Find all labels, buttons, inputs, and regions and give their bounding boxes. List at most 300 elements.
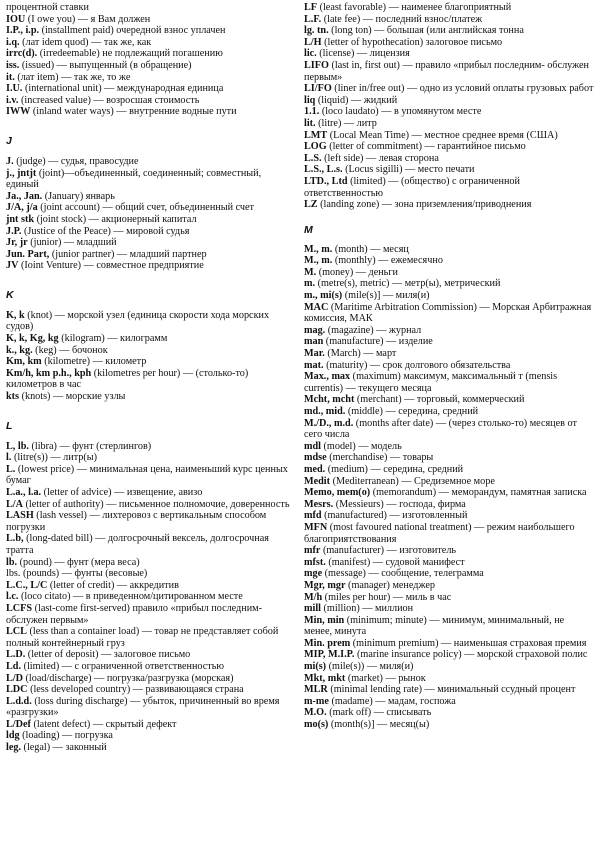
entry-abbreviation: Mesrs.	[304, 498, 334, 510]
dictionary-entry	[6, 368, 296, 391]
entry-abbreviation: L/D	[6, 672, 23, 684]
entry-abbreviation: Mgr, mgr	[304, 579, 346, 591]
entry-definition: (mile(s)] — миля(и)	[342, 290, 430, 302]
entry-abbreviation: M.	[304, 266, 317, 278]
entry-definition: (less than a container load) — товар не представляет собой полный контейнерный груз	[6, 626, 279, 649]
entry-definition: (minimum premium) — наименьшая страховая премия	[350, 637, 587, 649]
entry-definition: (inland water ways) — внутренние водные пути	[30, 106, 237, 118]
dictionary-entry	[304, 302, 594, 325]
dictionary-entry	[6, 60, 296, 72]
entry-abbreviation: L/Def	[6, 718, 31, 730]
dictionary-entry	[304, 130, 594, 142]
entry-definition: (model) — модель	[320, 440, 402, 452]
entry-definition: (Maritime Arbitration Commission) — Морская Арбитражная комиссия, МАК	[304, 301, 592, 325]
entry-definition: (litre) — литр	[315, 117, 377, 129]
entry-definition: (month(s)] — месяц(ы)	[328, 719, 430, 731]
entry-abbreviation: I.P., i.p.	[6, 25, 40, 37]
entry-definition: (litre(s)) — литр(ы)	[11, 452, 97, 464]
dictionary-entry	[6, 37, 296, 49]
entry-abbreviation: it.	[6, 71, 15, 83]
entry-abbreviation: mdl	[304, 440, 321, 452]
left-column	[6, 2, 296, 754]
entry-definition: lbs. (pounds) — фунты (весовые)	[6, 568, 148, 580]
dictionary-entry	[6, 684, 296, 696]
entry-definition: (junior partner) — младший партнер	[49, 248, 207, 260]
entry-definition: (March) — март	[324, 348, 397, 360]
entry-abbreviation: L.C., L/C	[6, 579, 48, 591]
entry-abbreviation: m-me	[304, 695, 329, 707]
dictionary-entry	[304, 464, 594, 476]
entry-definition: (madame) — мадам, госпожа	[328, 695, 456, 707]
entry-abbreviation: L.a., l.a.	[6, 487, 42, 498]
entry-abbreviation: L.S.	[304, 152, 322, 164]
dictionary-entry	[304, 199, 594, 211]
entry-definition: (least favorable) — наименее благоприятный	[317, 2, 512, 13]
dictionary-entry	[304, 499, 594, 511]
entry-abbreviation: 1.1.	[304, 106, 320, 118]
dictionary-entry	[304, 164, 594, 176]
entry-definition: (letter of deposit) — залоговое письмо	[25, 649, 191, 661]
entry-abbreviation: leg.	[6, 742, 21, 754]
entry-abbreviation: L.D.	[6, 649, 26, 661]
dictionary-entry	[6, 441, 296, 453]
entry-definition: (load/discharge) — погрузка/разгрузка (морская)	[22, 672, 234, 684]
entry-definition: (issued) — выпущенный (в обращение)	[19, 59, 192, 71]
section-letter: M	[304, 223, 313, 236]
dictionary-entry	[6, 156, 296, 168]
entry-abbreviation: l.c.	[6, 591, 19, 603]
entry-abbreviation: MIP, M.I.P.	[304, 649, 355, 661]
entry-definition: (junior) — младший	[27, 237, 117, 249]
dictionary-entry	[304, 255, 594, 267]
entry-definition: (manager) менеджер	[345, 579, 435, 591]
dictionary-entry	[6, 452, 296, 464]
entry-abbreviation: LI/FO	[304, 83, 332, 95]
entry-definition: (pound) — фунт (мера веса)	[17, 556, 140, 568]
entry-definition: (left side) — левая сторона	[321, 152, 439, 164]
dictionary-entry	[304, 719, 594, 731]
dictionary-entry	[6, 696, 296, 719]
dictionary-entry	[304, 638, 594, 650]
entry-definition: (legal) — законный	[21, 742, 107, 754]
entry-definition: (kilometres per hour) — (столько-то) километров в час	[6, 367, 249, 391]
dictionary-entry	[6, 661, 296, 673]
dictionary-entry	[304, 153, 594, 165]
entry-definition: (mile(s)) — миля(и)	[326, 661, 414, 673]
entry-definition: (knot) — морской узел (единица скорости хода морских судов)	[6, 309, 270, 333]
entry-definition: (joint)—объединенный, соединенный; совместный, единый	[6, 167, 262, 191]
entry-definition: (miles per hour) — миль в час	[322, 591, 452, 603]
entry-abbreviation: i.v.	[6, 94, 19, 106]
dictionary-entry	[304, 615, 594, 638]
dictionary-entry	[6, 580, 296, 592]
entry-abbreviation: LIFO	[304, 59, 329, 71]
entry-definition: (middle) — середина, средний	[345, 406, 479, 417]
entry-abbreviation: Max., max	[304, 371, 351, 383]
entry-definition: (license) — лицензия	[316, 48, 410, 60]
entry-definition: (manufactured) — изготовленный	[321, 510, 468, 522]
entry-abbreviation: LCL	[6, 626, 27, 638]
entry-definition: (most favoured national treatment) — режим наибольшего благоприятствования	[304, 521, 575, 545]
entry-definition: (irredeemable) не подлежащий погашению	[37, 48, 223, 60]
entry-definition: (Justice of the Peace) — мировой судья	[21, 225, 190, 237]
entry-definition: (manifest) — судовой манифест	[325, 556, 465, 568]
dictionary-entry	[304, 371, 594, 394]
entry-definition: (long ton) — большая (или английская тонна	[328, 25, 524, 37]
entry-abbreviation: lit.	[304, 117, 316, 129]
entry-definition: (kilogram) — килограмм	[58, 333, 168, 345]
dictionary-entry	[6, 310, 296, 333]
entry-definition: (letter of commitment) — гарантийное письмо	[326, 141, 526, 153]
entry-definition: (month) — месяц	[332, 243, 409, 255]
dictionary-entry	[304, 48, 594, 60]
entry-definition: (letter of hypothecation) залоговое письмо	[321, 36, 503, 48]
entry-abbreviation: med.	[304, 463, 326, 475]
section-letter: L	[6, 419, 13, 432]
entry-abbreviation: Jun. Part,	[6, 248, 50, 260]
entry-abbreviation: md., mid.	[304, 406, 346, 417]
dictionary-entry	[6, 191, 296, 203]
entry-abbreviation: lb.	[6, 556, 18, 568]
entry-definition: (January) январь	[42, 190, 115, 202]
entry-abbreviation: J.	[6, 155, 14, 167]
dictionary-entry	[304, 2, 594, 14]
entry-abbreviation: Jr, jr	[6, 237, 28, 249]
dictionary-entry	[6, 48, 296, 60]
dictionary-entry	[304, 141, 594, 153]
dictionary-entry	[6, 237, 296, 249]
entry-abbreviation: Memo, mem(o)	[304, 487, 371, 499]
entry-abbreviation: L.	[6, 463, 16, 475]
entry-abbreviation: mfd	[304, 510, 322, 522]
entry-definition: (merchandise) — товары	[326, 452, 434, 464]
dictionary-entry	[6, 730, 296, 742]
entry-definition: (international unit) — международная единица	[22, 83, 224, 95]
entry-abbreviation: mill	[304, 603, 321, 615]
dictionary-entry	[304, 106, 594, 118]
dictionary-entry	[6, 260, 296, 272]
entry-definition: (manufacture) — изделие	[323, 336, 433, 348]
entry-definition: (metre(s), metric) — метр(ы), метрический	[315, 278, 501, 290]
entry-definition: (joint account) — общий счет, объединенный счет	[37, 202, 254, 214]
entry-definition: (minimum; minute) — минимум, минимальный, не менее, минута	[304, 614, 565, 638]
dictionary-entry	[6, 345, 296, 357]
entry-abbreviation: lg. tn.	[304, 25, 329, 37]
dictionary-entry	[6, 568, 296, 580]
entry-abbreviation: LTD., Ltd	[304, 175, 348, 187]
entry-abbreviation: Km, km	[6, 356, 42, 368]
entry-definition: (Messieurs) — господа, фирма	[333, 498, 466, 510]
entry-abbreviation: mge	[304, 568, 323, 580]
entry-abbreviation: Min. prem	[304, 637, 351, 649]
dictionary-entry	[304, 278, 594, 290]
entry-definition: (loco citato) — в приведенном/цитированном месте	[18, 591, 243, 603]
entry-abbreviation: l.	[6, 452, 12, 464]
dictionary-entry	[6, 649, 296, 661]
dictionary-entry	[304, 522, 594, 545]
entry-abbreviation: m., mi(s)	[304, 290, 343, 302]
entry-definition: (loss during discharge) — убыток, причиненный во время «разгрузки»	[6, 695, 280, 719]
entry-abbreviation: mag.	[304, 324, 326, 336]
entry-definition: (letter of credit) — аккредитив	[47, 579, 179, 591]
entry-abbreviation: MFN	[304, 521, 328, 533]
dictionary-entry	[304, 176, 594, 199]
dictionary-entry	[304, 244, 594, 256]
entry-definition: (loco laudato) — в упомянутом месте	[319, 106, 482, 118]
entry-abbreviation: liq	[304, 94, 316, 106]
entry-definition: (лат item) — так же, то же	[14, 71, 131, 83]
dictionary-entry	[6, 83, 296, 95]
entry-abbreviation: M., m.	[304, 255, 333, 267]
dictionary-entry	[304, 441, 594, 453]
entry-abbreviation: JV	[6, 260, 19, 272]
dictionary-entry	[304, 580, 594, 592]
entry-abbreviation: I.U.	[6, 83, 23, 95]
entry-abbreviation: mat.	[304, 359, 324, 371]
dictionary-entry	[304, 406, 594, 418]
right-column	[304, 2, 594, 731]
entry-definition: (medium) — середина, средний	[325, 463, 464, 475]
dictionary-entry	[6, 673, 296, 685]
dictionary-entry	[6, 95, 296, 107]
dictionary-entry	[6, 14, 296, 26]
entry-definition: (market) — рынок	[345, 672, 426, 684]
entry-definition: (joint stock) — акционерный капитал	[34, 213, 197, 225]
dictionary-entry	[6, 533, 296, 556]
dictionary-entry	[6, 226, 296, 238]
dictionary-entry	[304, 661, 594, 673]
entry-definition: (memorandum) — меморандум, памятная записка	[370, 487, 587, 499]
entry-definition: (installment paid) очередной взнос уплачен	[39, 25, 226, 37]
dictionary-entry	[6, 487, 296, 499]
dictionary-entry	[6, 499, 296, 511]
dictionary-entry	[304, 696, 594, 708]
dictionary-entry	[304, 649, 594, 661]
entry-abbreviation: L.F.	[304, 13, 322, 25]
dictionary-entry	[6, 2, 296, 14]
dictionary-entry	[304, 510, 594, 522]
entry-abbreviation: IOU	[6, 13, 26, 25]
dictionary-entry	[304, 394, 594, 406]
dictionary-entry	[304, 83, 594, 95]
dictionary-entry	[6, 25, 296, 37]
entry-abbreviation: mfr	[304, 545, 321, 557]
entry-abbreviation: L/A	[6, 498, 23, 510]
entry-abbreviation: LASH	[6, 510, 34, 522]
entry-abbreviation: IWW	[6, 106, 31, 118]
entry-definition: (magazine) — журнал	[325, 324, 422, 336]
entry-abbreviation: LMT	[304, 129, 328, 141]
dictionary-entry	[304, 325, 594, 337]
dictionary-entry	[6, 603, 296, 626]
entry-definition: (months after date) — (через столько-то) месяцев от сего числа	[304, 417, 577, 441]
entry-definition: (judge) — судья, правосудие	[13, 155, 139, 167]
entry-abbreviation: jnt stk	[6, 213, 35, 225]
entry-abbreviation: M/h	[304, 591, 323, 603]
dictionary-entry	[304, 487, 594, 499]
entry-definition: процентной ставки	[6, 2, 89, 13]
dictionary-entry	[304, 348, 594, 360]
dictionary-entry	[6, 742, 296, 754]
dictionary-entry	[6, 72, 296, 84]
entry-definition: (libra) — фунт (стерлингов)	[28, 440, 152, 452]
dictionary-entry	[304, 707, 594, 719]
dictionary-entry	[304, 592, 594, 604]
dictionary-entry	[304, 673, 594, 685]
section-letter: K	[6, 288, 14, 301]
entry-abbreviation: Min, min	[304, 614, 345, 626]
entry-definition: (late fee) — последний взнос/платеж	[321, 13, 483, 25]
entry-abbreviation: LDC	[6, 684, 28, 696]
dictionary-entry	[304, 545, 594, 557]
entry-abbreviation: LOG	[304, 141, 327, 153]
entry-definition: (limited) — (общество) с ограниченной ответственностью	[304, 175, 520, 199]
dictionary-entry	[6, 510, 296, 533]
entry-abbreviation: m.	[304, 278, 316, 290]
entry-abbreviation: lic.	[304, 48, 317, 60]
entry-definition: (lowest price) — минимальная цена, наименьший курс ценных бумаг	[6, 463, 288, 487]
entry-abbreviation: Mkt, mkt	[304, 672, 346, 684]
entry-abbreviation: Mcht, mcht	[304, 394, 355, 406]
entry-abbreviation: L.b,	[6, 533, 24, 545]
entry-definition: (latent defect) — скрытый дефект	[30, 718, 177, 730]
entry-definition: (manufacturer) — изготовитель	[320, 545, 457, 557]
entry-definition: (letter of advice) — извещение, авизо	[41, 487, 203, 498]
entry-definition: (monthly) — ежемесячно	[332, 255, 443, 267]
dictionary-entry	[6, 214, 296, 226]
entry-abbreviation: J/A, j/a	[6, 202, 38, 214]
entry-abbreviation: MLR	[304, 684, 328, 696]
entry-definition: (last in, first out) — правило «прибыл последним- обслужен первым»	[304, 59, 590, 83]
entry-abbreviation: k., kg.	[6, 344, 33, 356]
entry-abbreviation: L.S., L.s.	[304, 164, 343, 176]
dictionary-entry	[304, 476, 594, 488]
entry-definition: (liner in/free out) — одно из условий оплаты грузовых работ	[331, 83, 594, 95]
dictionary-entry	[304, 452, 594, 464]
entry-abbreviation: L/H	[304, 36, 322, 48]
dictionary-entry	[304, 118, 594, 130]
entry-definition: (maturity) — срок долгового обязательства	[323, 359, 511, 371]
dictionary-entry	[6, 557, 296, 569]
entry-definition: (lash vessel) — лихтеровоз с вертикальным способом погрузки	[6, 510, 267, 533]
dictionary-entry	[304, 267, 594, 279]
entry-abbreviation: L, lb.	[6, 440, 29, 452]
entry-abbreviation: Medit	[304, 475, 331, 487]
entry-definition: (knots) — морские узлы	[19, 391, 126, 403]
entry-definition: (letter of authority) — письменное полномочие, доверенность	[22, 498, 290, 510]
entry-abbreviation: j., jntjt	[6, 167, 37, 179]
entry-abbreviation: iss.	[6, 59, 20, 71]
entry-definition: (mark off) — списывать	[326, 707, 432, 719]
entry-abbreviation: K, k	[6, 309, 25, 321]
entry-definition: (liquid) — жидкий	[315, 94, 398, 106]
entry-definition: (long-dated bill) — долгосрочный вексель, долгосрочная тратта	[6, 533, 269, 556]
dictionary-entry	[6, 106, 296, 118]
entry-abbreviation: mo(s)	[304, 719, 329, 731]
entry-definition: (last-come first-served) правило «прибыл последним-обслужен первым»	[6, 602, 262, 626]
entry-abbreviation: Ld.	[6, 660, 22, 672]
entry-definition: (landing zone) — зона приземления/приводнения	[317, 199, 532, 211]
entry-definition: (message) — сообщение, телеграмма	[322, 568, 484, 580]
dictionary-entry	[304, 60, 594, 83]
dictionary-entry	[6, 249, 296, 261]
dictionary-entry	[6, 356, 296, 368]
entry-abbreviation: MAC	[304, 301, 329, 313]
dictionary-entry	[304, 95, 594, 107]
dictionary-entry	[304, 603, 594, 615]
entry-definition: (merchant) — торговый, коммерческий	[354, 394, 525, 406]
entry-abbreviation: i.q.	[6, 36, 20, 48]
entry-abbreviation: Ja., Jan.	[6, 190, 43, 202]
section-letter: J	[6, 134, 12, 147]
dictionary-entry	[6, 202, 296, 214]
entry-abbreviation: M./D., m.d.	[304, 417, 354, 429]
dictionary-entry	[6, 719, 296, 731]
entry-abbreviation: LCFS	[6, 602, 33, 614]
entry-abbreviation: LZ	[304, 199, 318, 211]
entry-definition: (Local Mean Time) — местное среднее время (США)	[327, 129, 558, 141]
entry-definition: (kilometre) — километр	[41, 356, 147, 368]
dictionary-entry	[304, 25, 594, 37]
entry-abbreviation: irrc(d).	[6, 48, 38, 60]
entry-abbreviation: Km/h, km p.h., kph	[6, 367, 92, 379]
entry-abbreviation: M.O.	[304, 707, 327, 719]
entry-definition: (лат idem quod) — так же, как	[19, 36, 152, 48]
entry-definition: (maximum) максимум, максимальный т (mensis currentis) — текущего месяца	[304, 371, 558, 394]
entry-abbreviation: mfst.	[304, 556, 326, 568]
dictionary-entry	[304, 290, 594, 302]
dictionary-entry	[304, 418, 594, 441]
entry-abbreviation: kts	[6, 391, 20, 403]
entry-definition: (keg) — бочонок	[32, 344, 108, 356]
entry-definition: (loading) — погрузка	[19, 730, 113, 742]
entry-abbreviation: LF	[304, 2, 318, 13]
dictionary-entry	[304, 557, 594, 569]
entry-abbreviation: Mar.	[304, 348, 325, 360]
entry-definition: (money) — деньги	[316, 266, 398, 278]
entry-abbreviation: ldg	[6, 730, 20, 742]
dictionary-entry	[304, 684, 594, 696]
dictionary-entry	[304, 360, 594, 372]
entry-definition: (Mediterranean) — Средиземное море	[330, 475, 495, 487]
dictionary-entry	[304, 568, 594, 580]
dictionary-entry	[304, 37, 594, 49]
dictionary-entry	[6, 464, 296, 487]
dictionary-entry	[6, 391, 296, 403]
entry-definition: (Ioint Venture) — совместное предприятие	[18, 260, 204, 272]
entry-abbreviation: mi(s)	[304, 661, 327, 673]
entry-definition: (less developed country) — развивающаяся страна	[27, 684, 244, 696]
entry-definition: (million) — миллион	[320, 603, 414, 615]
entry-abbreviation: K, k, Kg, kg	[6, 333, 59, 345]
entry-abbreviation: L.d.d.	[6, 695, 32, 707]
entry-abbreviation: man	[304, 336, 324, 348]
entry-definition: (minimal lending rate) — минимальный ссудный процент	[327, 684, 576, 696]
entry-definition: (limited) — с ограниченной ответственностью	[21, 660, 224, 672]
dictionary-entry	[6, 626, 296, 649]
entry-definition: (increased value) — возросшая стоимость	[18, 94, 200, 106]
entry-abbreviation: M., m.	[304, 243, 333, 255]
entry-definition: (marine insurance policy) — морской страховой полис	[354, 649, 588, 661]
dictionary-entry	[6, 591, 296, 603]
entry-definition: (I owe you) — я Вам должен	[25, 13, 151, 25]
dictionary-entry	[304, 336, 594, 348]
dictionary-entry	[6, 333, 296, 345]
entry-abbreviation: J.P.	[6, 225, 22, 237]
entry-definition: (Locus sigilli) — место печати	[342, 164, 475, 176]
dictionary-entry	[6, 168, 296, 191]
entry-abbreviation: mdse	[304, 452, 327, 464]
